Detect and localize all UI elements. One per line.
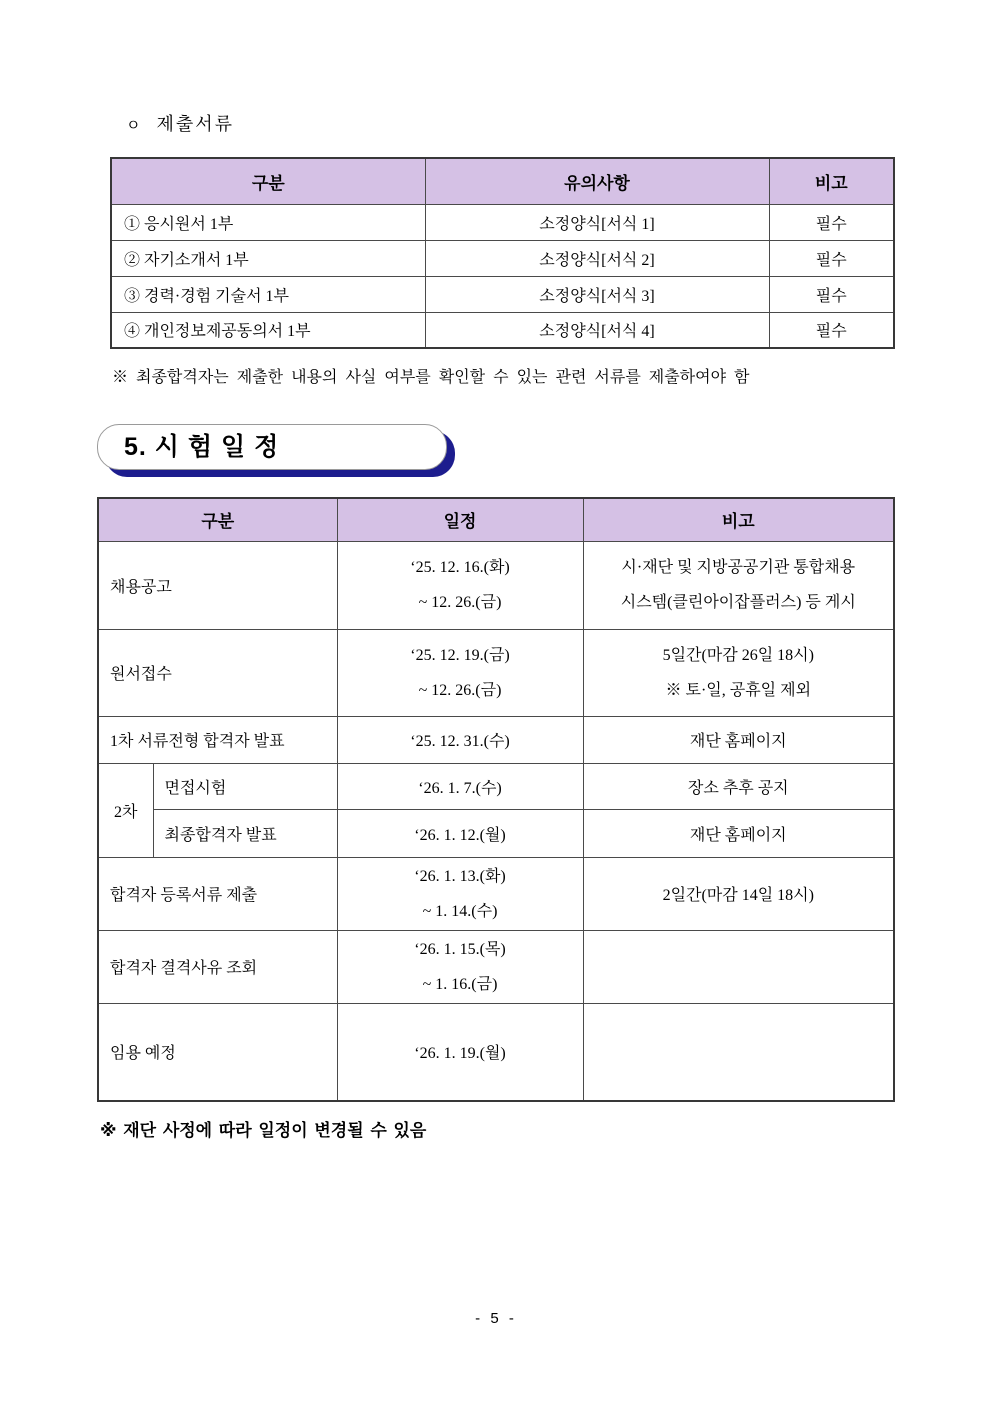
remark-cell-empty	[583, 1003, 894, 1101]
remark-cell-empty	[583, 930, 894, 1003]
schedule-cell	[337, 629, 583, 716]
date-line: ~ 12. 26.(금)	[418, 681, 502, 699]
verification-note: ※ 최종합격자는 제출한 내용의 사실 여부를 확인할 수 있는 관련 서류를 제출하여야 함	[112, 369, 750, 386]
subcategory-cell: 최종합격자 발표	[153, 809, 337, 857]
note-cell: 소정양식[서식 4]	[425, 312, 769, 348]
header-cell-note: 유의사항	[425, 158, 769, 204]
header-cell-category: 구분	[111, 158, 425, 204]
schedule-cell	[337, 930, 583, 1003]
submission-docs-heading	[126, 110, 234, 136]
table-header-row	[111, 158, 894, 204]
circle-bullet-icon: ㅇ	[126, 118, 143, 134]
schedule-cell: ‘26. 1. 12.(월)	[337, 809, 583, 857]
table-row	[98, 541, 894, 629]
date-line: ~ 1. 16.(금)	[422, 975, 498, 993]
remark-line: 시·재단 및 지방공공기관 통합채용	[621, 559, 856, 576]
schedule-cell: ‘26. 1. 19.(월)	[337, 1003, 583, 1101]
subcategory-cell: 면접시험	[153, 763, 337, 809]
category-cell: 채용공고	[98, 541, 337, 629]
table-header-row	[98, 498, 894, 541]
category-cell: 원서접수	[98, 629, 337, 716]
note-cell: 소정양식[서식 2]	[425, 240, 769, 276]
category-cell: ② 자기소개서 1부	[111, 240, 425, 276]
remark-cell: 장소 추후 공지	[583, 763, 894, 809]
table-row	[98, 763, 894, 809]
remark-cell: 재단 홈페이지	[583, 809, 894, 857]
remark-cell: 필수	[769, 276, 894, 312]
date-line: ‘26. 1. 15.(목)	[414, 940, 506, 958]
remark-cell: 필수	[769, 204, 894, 240]
table-row	[98, 1003, 894, 1101]
schedule-cell: ‘26. 1. 7.(수)	[337, 763, 583, 809]
remark-line: ※ 토·일, 공휴일 제외	[665, 681, 812, 699]
category-cell: 합격자 등록서류 제출	[98, 857, 337, 930]
category-cell: ① 응시원서 1부	[111, 204, 425, 240]
category-cell: ④ 개인정보제공동의서 1부	[111, 312, 425, 348]
header-cell-schedule: 일정	[337, 498, 583, 541]
category-cell: ③ 경력·경험 기술서 1부	[111, 276, 425, 312]
note-cell: 소정양식[서식 1]	[425, 204, 769, 240]
section-heading-box	[97, 424, 447, 470]
submission-table	[110, 157, 895, 349]
section-heading-title: 5. 시 험 일 정	[124, 433, 280, 461]
schedule-cell	[337, 857, 583, 930]
header-cell-remark: 비고	[769, 158, 894, 204]
schedule-change-note: ※ 재단 사정에 따라 일정이 변경될 수 있음	[100, 1121, 427, 1140]
remark-cell: 2일간(마감 14일 18시)	[583, 857, 894, 930]
schedule-cell	[337, 541, 583, 629]
remark-line: 시스템(클린아이잡플러스) 등 게시	[620, 594, 856, 611]
table-row	[111, 276, 894, 312]
category-cell: 합격자 결격사유 조회	[98, 930, 337, 1003]
table-row	[98, 809, 894, 857]
table-row	[111, 240, 894, 276]
page-number: - 5 -	[475, 1310, 517, 1327]
category-cell: 임용 예정	[98, 1003, 337, 1101]
remark-cell: 필수	[769, 240, 894, 276]
remark-cell	[583, 541, 894, 629]
category-cell: 1차 서류전형 합격자 발표	[98, 716, 337, 763]
table-row	[98, 629, 894, 716]
schedule-table	[97, 497, 895, 1102]
date-line: ‘26. 1. 13.(화)	[414, 867, 506, 885]
remark-line: 5일간(마감 26일 18시)	[662, 646, 814, 664]
note-cell: 소정양식[서식 3]	[425, 276, 769, 312]
remark-cell: 재단 홈페이지	[583, 716, 894, 763]
schedule-cell: ‘25. 12. 31.(수)	[337, 716, 583, 763]
date-line: ~ 12. 26.(금)	[418, 594, 502, 611]
table-row	[98, 716, 894, 763]
table-row	[98, 930, 894, 1003]
group-cell: 2차	[98, 763, 153, 857]
header-cell-category: 구분	[98, 498, 337, 541]
table-row	[98, 857, 894, 930]
table-row	[111, 204, 894, 240]
date-line: ‘25. 12. 19.(금)	[410, 646, 510, 664]
table-row	[111, 312, 894, 348]
submission-docs-label: 제출서류	[156, 114, 235, 134]
header-cell-remark: 비고	[583, 498, 894, 541]
remark-cell: 필수	[769, 312, 894, 348]
remark-cell	[583, 629, 894, 716]
date-line: ‘25. 12. 16.(화)	[410, 559, 510, 576]
date-line: ~ 1. 14.(수)	[422, 902, 498, 920]
